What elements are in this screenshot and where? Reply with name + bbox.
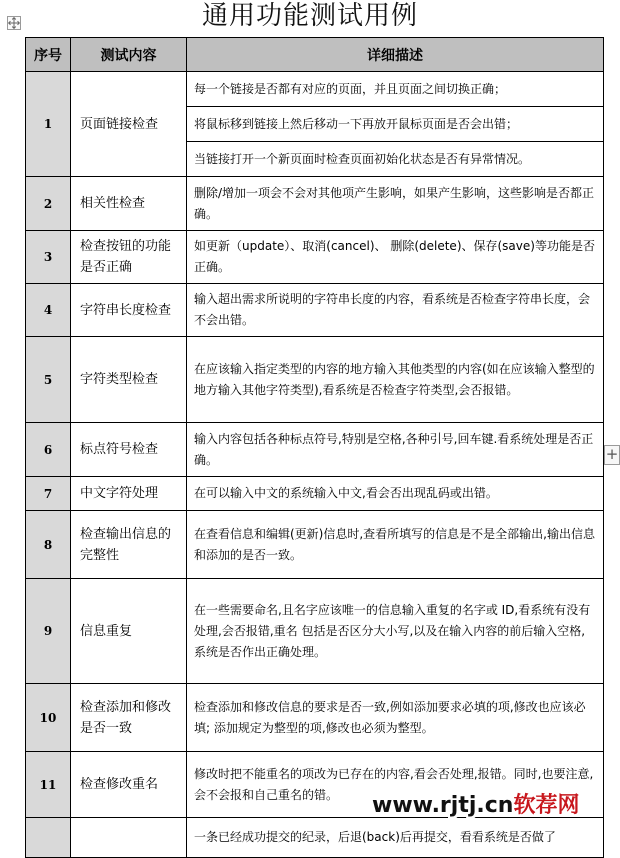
- watermark-url: www.rjtj.cn: [372, 793, 514, 818]
- description-cell: 在应该输入指定类型的内容的地方输入其他类型的内容(如在应该输入整型的地方输入其他字符类型),看系统是否检查字符类型,会否报错。: [187, 337, 604, 423]
- table-header-row: [26, 38, 604, 72]
- row-number: 3: [26, 231, 71, 284]
- row-number: 10: [26, 684, 71, 752]
- description-cell: 如更新（update）、取消(cancel)、 删除(delete)、保存(save)等功能是否正确。: [187, 231, 604, 284]
- row-number: 6: [26, 423, 71, 477]
- table-row: [26, 284, 604, 337]
- test-content-cell: 字符类型检查: [71, 337, 187, 423]
- test-content-cell: 相关性检查: [71, 177, 187, 231]
- test-content-cell: 页面链接检查: [71, 72, 187, 177]
- description-cell: 检查添加和修改信息的要求是否一致,例如添加要求必填的项,修改也应该必填; 添加规定为整型的项,修改也必须为整型。: [187, 684, 604, 752]
- plus-icon: +: [605, 445, 619, 463]
- row-number: 4: [26, 284, 71, 337]
- page-title: 通用功能测试用例: [201, 1, 418, 31]
- table-row: [26, 231, 604, 284]
- test-content-cell: 检查按钮的功能是否正确: [71, 231, 187, 284]
- description-cell: 每一个链接是否都有对应的页面，并且页面之间切换正确；: [187, 72, 604, 107]
- table-row: [26, 818, 604, 858]
- row-number: 8: [26, 511, 71, 579]
- table-row: [26, 477, 604, 511]
- description-cell: 删除/增加一项会不会对其他项产生影响，如果产生影响，这些影响是否都正确。: [187, 177, 604, 231]
- watermark-brand: 软荐网: [513, 793, 580, 818]
- row-number: 1: [26, 72, 71, 177]
- test-case-table: [25, 37, 604, 858]
- header-desc: 详细描述: [187, 38, 604, 72]
- row-number: 11: [26, 752, 71, 818]
- description-cell: 输入超出需求所说明的字符串长度的内容，看系统是否检查字符串长度，会不会出错。: [187, 284, 604, 337]
- description-cell: 在查看信息和编辑(更新)信息时,查看所填写的信息是不是全部输出,输出信息和添加的是否一致。: [187, 511, 604, 579]
- test-content-cell: 信息重复: [71, 579, 187, 684]
- row-number: 2: [26, 177, 71, 231]
- description-cell: 在可以输入中文的系统输入中文,看会否出现乱码或出错。: [187, 477, 604, 511]
- table-row: [26, 177, 604, 231]
- test-content-cell: 标点符号检查: [71, 423, 187, 477]
- test-content-cell: 检查输出信息的完整性: [71, 511, 187, 579]
- description-cell: 在一些需要命名,且名字应该唯一的信息输入重复的名字或 ID,看系统有没有处理,会否报错,重名 包括是否区分大小写,以及在输入内容的前后输入空格,系统是否作出正确处理。: [187, 579, 604, 684]
- site-watermark: [372, 788, 579, 819]
- description-cell: 将鼠标移到链接上然后移动一下再放开鼠标页面是否会出错；: [187, 107, 604, 142]
- description-cell: 修改时把不能重名的项改为已存在的内容,看会否处理,报错。同时,也要注意,会不会报和自己重名的错。: [187, 752, 604, 818]
- table-row: [26, 579, 604, 684]
- test-content-cell: 字符串长度检查: [71, 284, 187, 337]
- test-content-cell: 检查添加和修改是否一致: [71, 684, 187, 752]
- table-row: [26, 423, 604, 477]
- test-content-cell: 检查修改重名: [71, 752, 187, 818]
- table-row: [26, 337, 604, 423]
- row-number: 7: [26, 477, 71, 511]
- table-row: [26, 511, 604, 579]
- header-no: 序号: [26, 38, 71, 72]
- row-number: 5: [26, 337, 71, 423]
- table-row: [26, 684, 604, 752]
- test-content-cell: 中文字符处理: [71, 477, 187, 511]
- description-cell: 一条已经成功提交的纪录，后退(back)后再提交，看看系统是否做了: [187, 818, 604, 858]
- row-number: [26, 818, 71, 858]
- test-content-cell: [71, 818, 187, 858]
- add-column-button[interactable]: [604, 445, 620, 465]
- header-content: 测试内容: [71, 38, 187, 72]
- description-cell: 当链接打开一个新页面时检查页面初始化状态是否有异常情况。: [187, 142, 604, 177]
- row-number: 9: [26, 579, 71, 684]
- table-row: [26, 72, 604, 107]
- description-cell: 输入内容包括各种标点符号,特别是空格,各种引号,回车键.看系统处理是否正确。: [187, 423, 604, 477]
